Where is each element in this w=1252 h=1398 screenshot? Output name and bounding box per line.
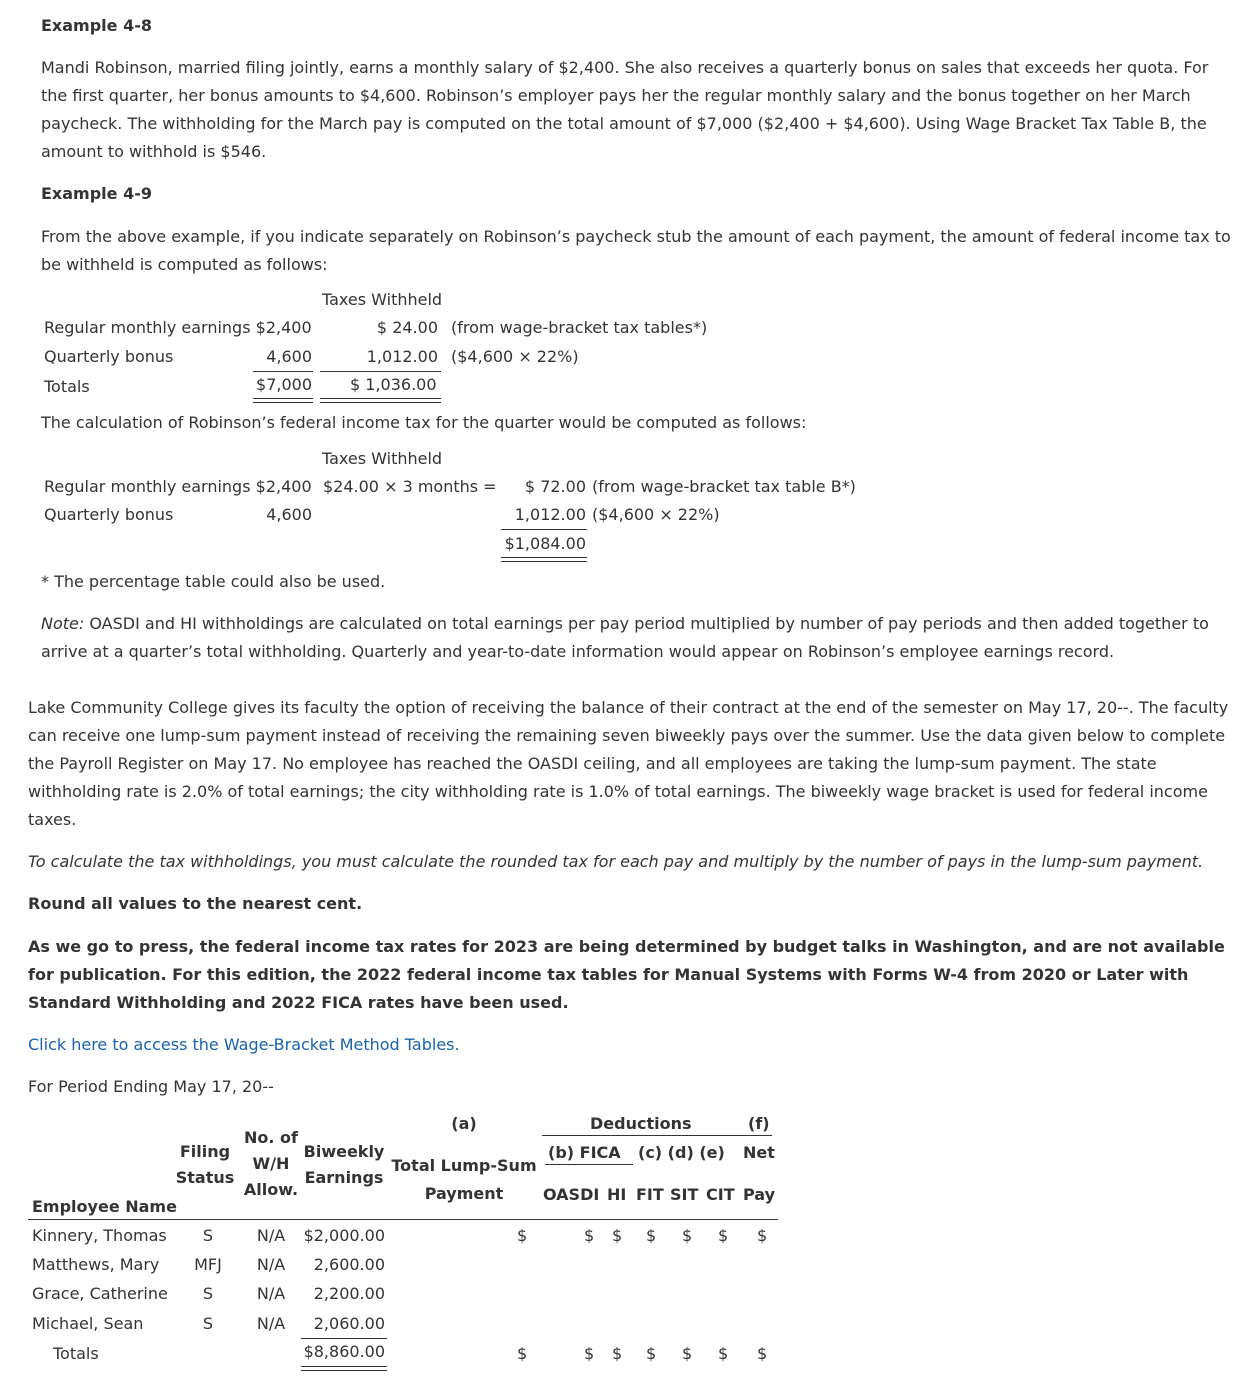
row-status: S (202, 1314, 214, 1333)
t1-tax-rule (320, 371, 441, 372)
sit-input-dollar: $ (682, 1226, 693, 1245)
row-name: Matthews, Mary (32, 1255, 160, 1274)
round-instruction: Round all values to the nearest cent. (28, 894, 363, 913)
t1-totals-amount: $7,000 (256, 375, 312, 394)
header-cit: CIT (706, 1185, 735, 1204)
deductions-rule (542, 1135, 772, 1136)
net-pay-input-dollar: $ (757, 1226, 768, 1245)
instruction: To calculate the tax withholdings, you must calculate the rounded tax for each pay and multiply by the number of pays in the lump-sum payment. (28, 852, 1204, 871)
header-total-lump-sum: Total Lump-Sum (391, 1156, 537, 1175)
header-wh: W/H (252, 1154, 290, 1173)
calculation-intro: The calculation of Robinson’s federal income tax for the quarter would be computed as follows: (41, 413, 807, 432)
fit-total-dollar: $ (646, 1344, 657, 1363)
header-payment: Payment (424, 1184, 504, 1203)
note-label: Note: (41, 614, 85, 633)
row-status: S (202, 1284, 214, 1303)
header-fit: FIT (636, 1185, 664, 1204)
hi-input-dollar: $ (612, 1226, 623, 1245)
t2-total: $1,084.00 (504, 534, 586, 553)
hi-total-dollar: $ (612, 1344, 623, 1363)
header-oasdi: OASDI (543, 1185, 600, 1204)
header-a: (a) (451, 1114, 477, 1133)
wage-bracket-tables-link[interactable]: Click here to access the Wage-Bracket Method Tables. (28, 1035, 460, 1054)
note-body: OASDI and HI withholdings are calculated on total earnings per pay period multiplied by number of pay periods and then added together to arrive at a quarter’s total withholding. Quarterly and year-to-date information would appear on Robinson’s employee earnings record. (41, 614, 1209, 661)
t2-total-double-rule (501, 557, 587, 562)
header-allow: Allow. (243, 1180, 299, 1199)
header-biweekly-earnings (300, 1139, 388, 1191)
totals-earnings: $8,860.00 (303, 1342, 385, 1361)
t2-row1-label: Regular monthly earnings $2,400 (44, 477, 312, 496)
header-net: Net (743, 1143, 775, 1162)
example-4-8-title: Example 4-8 (41, 16, 152, 35)
row-wh: N/A (256, 1284, 286, 1303)
t2-row2-label: Quarterly bonus (44, 505, 174, 524)
problem-intro: Lake Community College gives its faculty the option of receiving the balance of their contract at the end of the semester on May 17, 20--. The faculty can receive one lump-sum payment instead of receiving the remaining seven biweekly pays over the summer. Use the data given below to complete the Payroll Register on May 17. No employee has reached the OASDI ceiling, and all employees are taking the lump-sum payment. The state withholding rate is 2.0% of total earnings; the city withholding rate is 1.0% of total earnings. The biweekly wage bracket is used for federal income taxes. (28, 698, 1229, 829)
t1-row2-tax: 1,012.00 (366, 347, 438, 366)
header-wh-allow (238, 1125, 304, 1203)
cit-input-dollar: $ (718, 1226, 729, 1245)
row-earnings: 2,600.00 (313, 1255, 385, 1274)
t1-row2-note: ($4,600 × 22%) (451, 347, 579, 366)
example-4-9-body: From the above example, if you indicate separately on Robinson’s paycheck stub the amount of each payment, the amount of federal income tax to be withheld is computed as follows: (41, 227, 1231, 274)
t1-amount-rule (253, 371, 313, 372)
header-earnings: Earnings (304, 1168, 384, 1187)
t2-header: Taxes Withheld (322, 449, 443, 468)
row-name: Kinnery, Thomas (32, 1226, 167, 1245)
lump-sum-total-dollar: $ (517, 1344, 528, 1363)
t1-row2-amount: 4,600 (266, 347, 312, 366)
cit-total-dollar: $ (718, 1344, 729, 1363)
footnote: * The percentage table could also be used. (41, 572, 386, 591)
row-earnings: $2,000.00 (303, 1226, 385, 1245)
header-deductions: Deductions (590, 1114, 692, 1133)
row-name: Michael, Sean (32, 1314, 144, 1333)
press-notice: As we go to press, the federal income tax rates for 2023 are being determined by budget talks in Washington, and are not available for publication. For this edition, the 2022 federal income tax tables for Manual Systems with Forms W-4 from 2020 or Later with Standard Withholding and 2022 FICA rates have been used. (28, 937, 1225, 1012)
header-pay: Pay (743, 1185, 776, 1204)
t2-tax-rule (501, 529, 587, 530)
net-pay-total-dollar: $ (757, 1344, 768, 1363)
period-ending: For Period Ending May 17, 20-- (28, 1077, 274, 1096)
sit-total-dollar: $ (682, 1344, 693, 1363)
t2-row2-amount: 4,600 (266, 505, 312, 524)
example-4-9-title: Example 4-9 (41, 184, 152, 203)
header-rule (28, 1219, 778, 1220)
t1-amount-double-rule (253, 398, 313, 403)
row-wh: N/A (256, 1314, 286, 1333)
earnings-double-rule (301, 1366, 387, 1371)
t2-row1-calc: $24.00 × 3 months = (323, 477, 497, 496)
row-status: S (202, 1226, 214, 1245)
t1-row2-label: Quarterly bonus (44, 347, 174, 366)
t2-row1-tax: $ 72.00 (524, 477, 586, 496)
t1-header: Taxes Withheld (322, 290, 443, 309)
t1-tax-double-rule (320, 398, 441, 403)
row-earnings: 2,200.00 (313, 1284, 385, 1303)
earnings-rule (301, 1338, 387, 1339)
header-sit: SIT (670, 1185, 699, 1204)
row-status: MFJ (194, 1255, 222, 1274)
header-filing-status (175, 1139, 235, 1191)
t1-totals-tax: $ 1,036.00 (350, 375, 437, 394)
note-paragraph (41, 610, 1231, 666)
t1-row1-note: (from wage-bracket tax tables*) (451, 318, 708, 337)
fit-input-dollar: $ (646, 1226, 657, 1245)
example-4-8-body: Mandi Robinson, married filing jointly, earns a monthly salary of $2,400. She also receives a quarterly bonus on sales that exceeds her quota. For the first quarter, her bonus amounts to $4,600. Robinson’s employer pays her the regular monthly salary and the bonus together on her March paycheck. The withholding for the March pay is computed on the total amount of $7,000 ($2,400 + $4,600). Using Wage Bracket Tax Table B, the amount to withhold is $546. (41, 58, 1209, 161)
totals-label: Totals (53, 1344, 99, 1363)
t1-totals-label: Totals (44, 377, 90, 396)
header-b-fica: (b) FICA (548, 1143, 621, 1162)
t2-row2-note: ($4,600 × 22%) (592, 505, 720, 524)
header-employee-name: Employee Name (32, 1197, 177, 1216)
header-cde: (c) (d) (e) (638, 1143, 725, 1162)
oasdi-input-dollar: $ (584, 1226, 595, 1245)
header-status: Status (175, 1168, 235, 1187)
fica-rule (545, 1164, 633, 1165)
t2-row1-note: (from wage-bracket tax table B*) (592, 477, 856, 496)
row-wh: N/A (256, 1255, 286, 1274)
oasdi-total-dollar: $ (584, 1344, 595, 1363)
lump-sum-input-dollar: $ (517, 1226, 528, 1245)
header-no-of: No. of (244, 1128, 298, 1147)
t1-row1-label: Regular monthly earnings $2,400 (44, 318, 312, 337)
header-filing: Filing (179, 1142, 231, 1161)
header-biweekly: Biweekly (303, 1142, 385, 1161)
row-name: Grace, Catherine (32, 1284, 168, 1303)
t2-row2-tax: 1,012.00 (514, 505, 586, 524)
row-earnings: 2,060.00 (313, 1314, 385, 1333)
header-hi: HI (607, 1185, 627, 1204)
t1-row1-tax: $ 24.00 (376, 318, 438, 337)
row-wh: N/A (256, 1226, 286, 1245)
header-f: (f) (748, 1114, 770, 1133)
